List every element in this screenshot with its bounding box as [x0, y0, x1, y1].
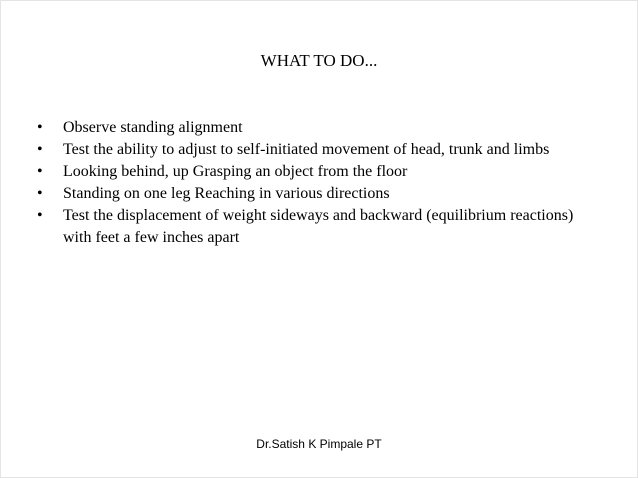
- bullet-text: Test the displacement of weight sideways and backward (equilibrium reactions) with feet a few inches apart: [63, 207, 574, 246]
- list-item: [37, 139, 577, 161]
- bullet-icon: •: [37, 141, 43, 158]
- slide-title: WHAT TO DO...: [260, 51, 378, 70]
- slide-footer: Dr.Satish K Pimpale PT: [256, 437, 382, 451]
- bullet-text: Looking behind, up Grasping an object from the floor: [63, 163, 408, 180]
- bullet-icon: •: [37, 119, 43, 136]
- list-item: [37, 117, 577, 139]
- bullet-text: Test the ability to adjust to self-initiated movement of head, trunk and limbs: [63, 141, 550, 158]
- list-item: [37, 205, 577, 249]
- bullet-icon: •: [37, 207, 43, 224]
- bullet-text: Standing on one leg Reaching in various directions: [63, 185, 390, 202]
- bullet-text: Observe standing alignment: [63, 119, 243, 136]
- bullet-list: [37, 117, 577, 249]
- bullet-icon: •: [37, 163, 43, 180]
- list-item: [37, 161, 577, 183]
- bullet-icon: •: [37, 185, 43, 202]
- list-item: [37, 183, 577, 205]
